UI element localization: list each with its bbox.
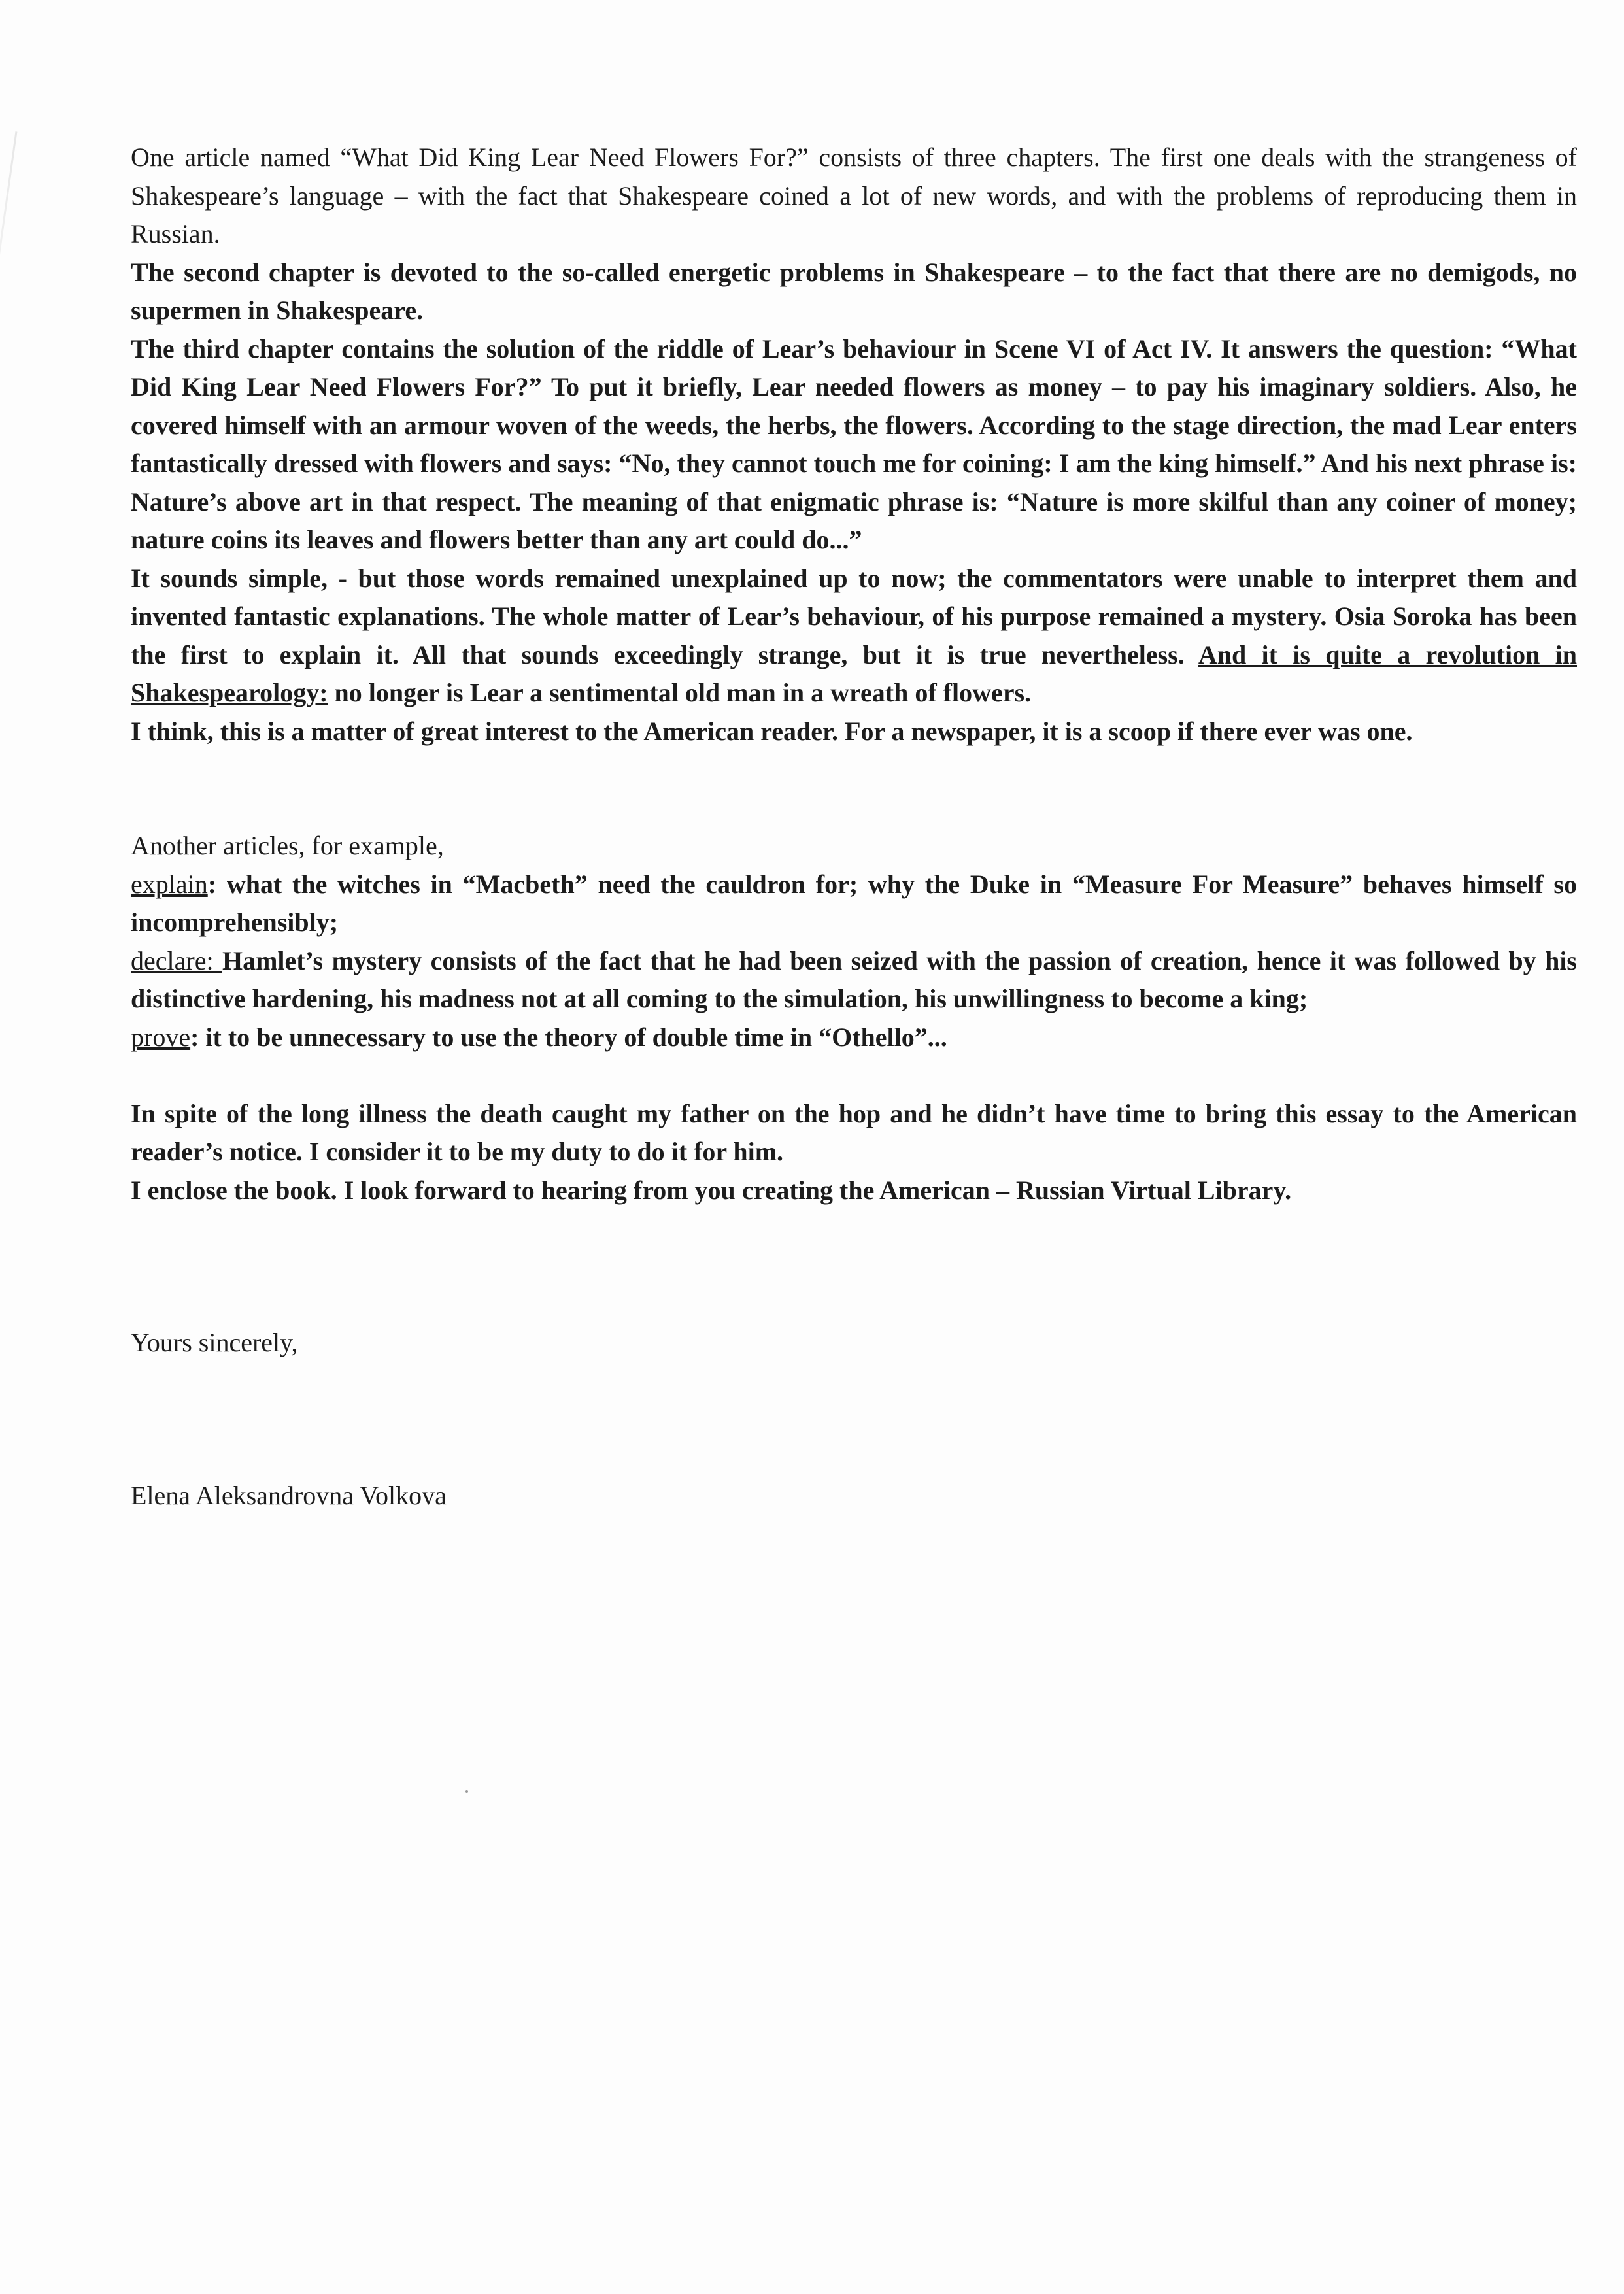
spacer bbox=[131, 1056, 1577, 1095]
scan-edge-shadow bbox=[0, 131, 17, 313]
prove-text: : it to be unnecessary to use the theory of double time in “Othello”... bbox=[190, 1022, 947, 1052]
explain-label: explain bbox=[131, 869, 208, 899]
scan-speck bbox=[465, 1790, 468, 1793]
paragraph-explanation bbox=[131, 560, 1577, 713]
explanation-end: no longer is Lear a sentimental old man in a wreath of flowers. bbox=[328, 678, 1032, 707]
paragraph-father-illness: In spite of the long illness the death caught my father on the hop and he didn’t have time to bring this essay to the American reader’s notice. I consider it to be my duty to do it for him. bbox=[131, 1098, 1577, 1166]
paragraph-enclose-book: I enclose the book. I look forward to hearing from you creating the American – Russian Virtual Library. bbox=[131, 1175, 1292, 1205]
closing-salutation: Yours sincerely, bbox=[131, 1328, 298, 1357]
prove-label: prove bbox=[131, 1022, 191, 1052]
explain-text: : what the witches in “Macbeth” need the cauldron for; why the Duke in “Measure For Measure” behaves himself so incomprehensibly; bbox=[131, 869, 1577, 937]
paragraph-another-articles: Another articles, for example, bbox=[131, 831, 444, 860]
letter-body bbox=[131, 139, 1577, 1515]
paragraph-article-intro: One article named “What Did King Lear Need Flowers For?” consists of three chapters. The first one deals with the strangeness of Shakespeare’s language – with the fact that Shakespeare coined a lot of new words, and with the problems of reproducing them in Russian. bbox=[131, 143, 1577, 248]
paragraph-explain bbox=[131, 866, 1577, 942]
paragraph-prove bbox=[131, 1019, 1577, 1057]
declare-label: declare: bbox=[131, 945, 222, 975]
declare-text: Hamlet’s mystery consists of the fact that he had been seized with the passion of creation, hence it was followed by his distinctive hardening, his madness not at all coming to the simulation, his unwillingness to become a king; bbox=[131, 945, 1577, 1013]
spacer bbox=[131, 1362, 1577, 1477]
paragraph-declare bbox=[131, 942, 1577, 1019]
paragraph-second-chapter: The second chapter is devoted to the so-called energetic problems in Shakespeare – to the fact that there are no demigods, no supermen in Shakespeare. bbox=[131, 257, 1577, 325]
underlined-revolution-phrase: And it is quite a revolution in bbox=[1198, 639, 1578, 669]
paragraph-third-chapter: The third chapter contains the solution of the riddle of Lear’s behaviour in Scene VI of Act IV. It answers the question: “What Did King Lear Need Flowers For?” To put it briefly, Lear needed flowers as money – to pay his imaginary soldiers. Also, he covered himself with an armour woven of the weeds, the herbs, the flowers. According to the stage direction, the mad Lear enters fantastically dressed with flowers and says: “No, they cannot touch me for coining: I am the king himself.” And his next phrase is: Nature’s above art in that respect. The meaning of that enigmatic phrase is: “Nature is more skilful than any coiner of money; nature coins its leaves and flowers better than any art could do...” bbox=[131, 333, 1577, 554]
spacer bbox=[131, 751, 1577, 827]
explanation-text: It sounds simple, - but those words remained unexplained up to now; the commentators were unable to interpret them and invented fantastic explanations. The whole matter of Lear’s behaviour, of his purpose remained a mystery. Osia Soroka has been the first to explain it. All that sounds exceedingly strange, but it is true nevertheless. bbox=[131, 563, 1577, 669]
paragraph-interest: I think, this is a matter of great interest to the American reader. For a newspaper, it is a scoop if there ever was one. bbox=[131, 716, 1413, 746]
spacer bbox=[131, 1209, 1577, 1324]
underlined-shakespearology: Shakespearology: bbox=[131, 678, 328, 707]
signature-name: Elena Aleksandrovna Volkova bbox=[131, 1480, 447, 1510]
